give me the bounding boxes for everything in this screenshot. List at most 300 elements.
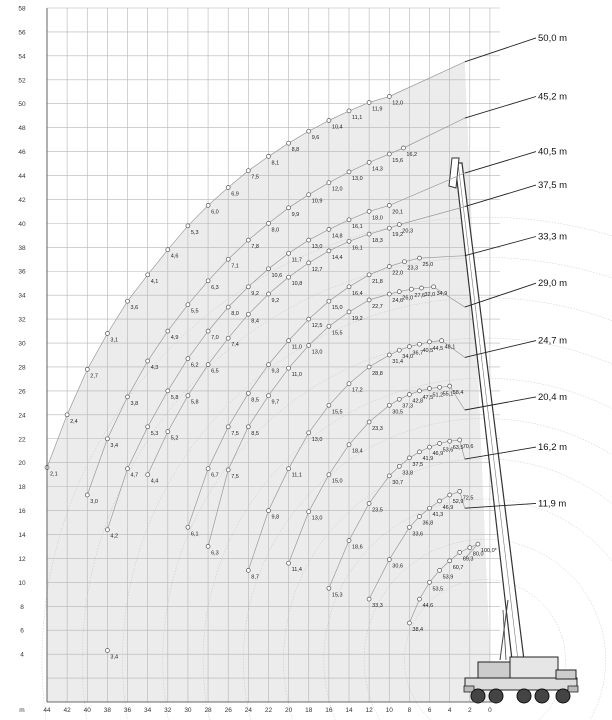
y-tick-label: 50	[18, 101, 26, 109]
load-point	[458, 489, 462, 493]
load-value-label: 14,4	[331, 254, 343, 261]
load-value-label: 6,1	[190, 531, 199, 538]
load-point	[407, 525, 411, 529]
load-value-label: 15,0	[331, 305, 343, 312]
y-tick-label: 58	[18, 5, 26, 13]
load-point	[307, 129, 311, 133]
load-value-label: 17,2	[352, 387, 363, 394]
load-value-label: 7,5	[251, 174, 259, 181]
load-point	[267, 154, 271, 158]
load-point	[146, 273, 150, 277]
load-value-label: 4,7	[130, 472, 139, 479]
load-point	[307, 261, 311, 265]
load-point	[387, 265, 391, 269]
load-point	[287, 339, 291, 343]
load-value-label: 11,4	[291, 567, 302, 574]
load-point	[287, 141, 291, 145]
load-value-label: 34,0	[402, 354, 414, 361]
operator-cab	[478, 662, 512, 678]
load-point	[347, 218, 351, 222]
load-point	[307, 431, 311, 435]
y-tick-label: 12	[18, 555, 26, 563]
load-value-label: 46,9	[442, 505, 454, 511]
x-tick-label: 28	[204, 707, 212, 714]
load-point	[126, 467, 130, 471]
load-point	[327, 403, 331, 407]
load-point	[418, 256, 422, 260]
load-value-label: 8,7	[251, 574, 259, 581]
load-point	[206, 544, 210, 548]
load-value-label: 8,4	[251, 318, 259, 325]
load-value-label: 19,2	[352, 315, 363, 322]
load-value-label: 20,3	[402, 228, 414, 235]
load-value-label: 7,0	[211, 335, 219, 342]
load-point	[105, 437, 109, 441]
y-tick-label: 40	[18, 220, 26, 228]
y-tick-label: 52	[18, 77, 26, 85]
load-value-label: 12,5	[311, 323, 323, 330]
wheel-1	[471, 689, 485, 703]
load-point	[146, 359, 150, 363]
load-value-label: 6,9	[231, 191, 239, 198]
load-point	[206, 363, 210, 367]
load-point	[327, 181, 331, 185]
load-point	[246, 238, 250, 242]
x-tick-label: 16	[325, 707, 333, 714]
load-point	[367, 232, 371, 236]
load-point	[307, 238, 311, 242]
load-value-label: 15,5	[331, 330, 343, 337]
load-point	[186, 224, 190, 228]
load-point	[105, 332, 109, 336]
load-point	[287, 206, 291, 210]
load-point	[327, 249, 331, 253]
load-value-label: 2,1	[50, 471, 58, 478]
load-point	[448, 493, 452, 497]
load-value-label: 33,6	[412, 531, 424, 538]
load-point	[327, 227, 331, 231]
load-point	[267, 267, 271, 271]
load-value-label: 18,0	[372, 215, 383, 222]
load-point	[402, 260, 406, 264]
y-tick-label: 14	[18, 531, 26, 539]
load-point	[407, 393, 411, 397]
load-point	[287, 251, 291, 255]
load-value-label: 7,5	[231, 473, 239, 480]
load-value-label: 15,5	[331, 409, 343, 416]
load-value-label: 16,4	[352, 290, 363, 297]
load-value-label: 33,8	[402, 470, 414, 477]
load-point	[418, 450, 422, 454]
load-point	[206, 467, 210, 471]
load-point	[387, 203, 391, 207]
load-value-label: 10,9	[311, 198, 323, 205]
load-point	[206, 203, 210, 207]
load-value-label: 52,9	[452, 499, 464, 505]
load-value-label: 80,0	[472, 551, 484, 558]
y-tick-label: 18	[18, 484, 26, 492]
y-tick-label: 8	[20, 603, 24, 611]
x-tick-label: 24	[244, 707, 252, 714]
y-tick-label: 22	[18, 436, 26, 444]
boom-length-label: 11,9 m	[538, 498, 567, 510]
load-point	[166, 248, 170, 252]
load-value-label: 53,6	[442, 447, 454, 454]
load-point	[438, 385, 442, 389]
load-value-label: 9,2	[251, 290, 259, 297]
load-point	[267, 221, 271, 225]
y-tick-label: 4	[20, 651, 24, 659]
load-value-label: 4,6	[170, 253, 179, 260]
outrigger-front	[568, 686, 578, 692]
load-point	[448, 559, 452, 563]
load-value-label: 2,4	[70, 418, 78, 425]
load-value-label: 63,5	[452, 445, 464, 452]
x-tick-label: 42	[63, 707, 71, 714]
y-tick-label: 42	[18, 196, 26, 204]
load-point	[367, 273, 371, 277]
y-tick-label: 20	[18, 460, 26, 468]
load-point	[246, 312, 250, 316]
load-value-label: 8,8	[291, 147, 300, 154]
load-value-label: 55,1	[442, 391, 454, 398]
load-value-label: 36,7	[412, 350, 424, 357]
y-tick-label: 48	[18, 125, 26, 133]
load-value-label: 13,0	[311, 349, 323, 356]
x-tick-label: 36	[123, 707, 132, 714]
y-tick-label: 26	[18, 388, 26, 396]
load-point	[166, 389, 170, 393]
load-point	[186, 394, 190, 398]
load-point	[428, 506, 432, 510]
x-tick-label: 18	[305, 707, 313, 714]
load-point	[287, 467, 291, 471]
x-axis-unit-label: m	[19, 707, 25, 714]
load-value-label: 16,2	[406, 152, 418, 158]
boom-length-label: 33,3 m	[538, 231, 568, 243]
boom-length-label: 50,0 m	[538, 32, 568, 44]
load-point	[387, 558, 391, 562]
load-point	[347, 310, 351, 314]
y-tick-label: 32	[18, 316, 26, 324]
load-value-label: 58,4	[452, 390, 464, 397]
x-tick-label: 6	[427, 707, 432, 714]
load-value-label: 41,3	[432, 512, 444, 519]
load-point	[367, 160, 371, 164]
load-point	[476, 542, 480, 546]
load-point	[287, 275, 291, 279]
load-value-label: 23,3	[407, 265, 419, 272]
load-value-label: 27,6	[414, 293, 426, 300]
load-value-label: 8,5	[251, 397, 259, 404]
load-value-label: 53,9	[442, 574, 454, 581]
load-point	[226, 257, 230, 261]
load-point	[347, 382, 351, 386]
x-tick-label: 12	[365, 707, 373, 714]
load-value-label: 4,9	[170, 335, 179, 342]
load-point	[367, 501, 371, 505]
load-value-label: 46,9	[432, 451, 444, 458]
load-point	[397, 223, 401, 227]
load-point	[307, 317, 311, 321]
y-tick-label: 24	[18, 412, 26, 420]
load-point	[246, 425, 250, 429]
y-tick-label: 46	[18, 149, 26, 157]
load-point	[397, 290, 401, 294]
load-point	[440, 339, 444, 343]
load-value-label: 3,1	[110, 337, 119, 344]
load-value-label: 40,5	[422, 348, 434, 355]
load-point	[327, 119, 331, 123]
load-value-label: 4,3	[150, 365, 159, 371]
load-value-label: 15,0	[331, 478, 343, 485]
load-value-label: 3,4	[110, 442, 119, 449]
load-point	[267, 292, 271, 296]
load-point	[267, 509, 271, 513]
load-value-label: 12,7	[311, 266, 323, 273]
x-tick-label: 22	[264, 707, 273, 714]
load-value-label: 70,6	[462, 444, 474, 450]
load-point	[468, 546, 472, 550]
load-point	[347, 443, 351, 447]
load-value-label: 72,5	[462, 495, 474, 502]
load-value-label: 32,0	[424, 292, 436, 298]
boom-length-label: 16,2 m	[538, 442, 568, 454]
x-tick-label: 26	[224, 707, 232, 714]
load-value-label: 60,7	[452, 564, 464, 571]
load-value-label: 8,0	[231, 311, 239, 318]
boom-length-label: 40,5 m	[538, 146, 568, 158]
load-value-label: 3,4	[110, 654, 119, 661]
load-point	[458, 550, 462, 554]
load-point	[246, 568, 250, 572]
x-tick-label: 20	[284, 707, 293, 714]
load-value-label: 7,8	[251, 244, 259, 251]
boom-length-label: 45,2 m	[538, 91, 568, 103]
load-value-label: 3,0	[90, 499, 98, 505]
load-value-label: 13,0	[352, 175, 363, 182]
load-point	[418, 389, 422, 393]
load-value-label: 26,0	[402, 295, 414, 302]
load-value-label: 47,5	[422, 394, 434, 401]
load-value-label: 36,8	[422, 520, 434, 527]
y-tick-label: 10	[18, 579, 26, 587]
load-point	[105, 528, 109, 532]
superstructure	[510, 657, 558, 678]
boom-length-label: 37,5 m	[538, 180, 568, 192]
load-value-label: 16,1	[352, 245, 363, 252]
load-value-label: 12,0	[392, 100, 404, 107]
load-point	[307, 343, 311, 347]
load-value-label: 18,6	[352, 544, 363, 551]
load-point	[206, 329, 210, 333]
load-point	[146, 425, 150, 429]
load-point	[246, 391, 250, 395]
load-point	[347, 109, 351, 113]
load-value-label: 12,0	[331, 186, 343, 193]
x-tick-label: 14	[345, 707, 353, 714]
load-point	[65, 413, 69, 417]
x-tick-label: 44	[43, 707, 51, 714]
x-tick-label: 8	[407, 707, 412, 714]
x-tick-label: 34	[144, 707, 152, 714]
load-point	[418, 597, 422, 601]
load-value-label: 21,8	[372, 278, 383, 285]
load-value-label: 38,4	[412, 627, 424, 633]
load-point	[458, 438, 462, 442]
load-point	[226, 305, 230, 309]
load-point	[246, 285, 250, 289]
y-tick-label: 54	[18, 53, 26, 61]
load-point	[418, 342, 422, 346]
load-point	[387, 95, 391, 99]
load-value-label: 31,4	[392, 359, 404, 365]
load-value-label: 53,5	[432, 586, 444, 593]
load-value-label: 9,9	[291, 211, 300, 218]
load-value-label: 69,3	[462, 556, 474, 563]
load-value-label: 16,1	[352, 223, 363, 230]
load-point	[267, 363, 271, 367]
x-tick-label: 0	[488, 707, 492, 714]
boom-length-label: 29,0 m	[538, 278, 568, 290]
load-point	[226, 186, 230, 190]
load-point	[428, 580, 432, 584]
load-value-label: 28,8	[372, 371, 383, 377]
load-point	[367, 209, 371, 213]
load-value-label: 18,3	[372, 238, 383, 245]
load-value-label: 11,0	[291, 344, 302, 351]
load-point	[307, 193, 311, 197]
wheel-2	[489, 689, 503, 703]
x-tick-label: 40	[83, 707, 91, 714]
load-point	[226, 425, 230, 429]
load-value-label: 11,7	[291, 257, 302, 264]
load-value-label: 42,8	[412, 398, 424, 405]
load-point	[85, 493, 89, 497]
load-point	[397, 397, 401, 401]
load-value-label: 5,8	[190, 399, 199, 406]
load-point	[387, 353, 391, 357]
load-point	[367, 298, 371, 302]
load-point	[387, 152, 391, 156]
load-value-label: 30,5	[392, 409, 404, 416]
load-value-label: 6,0	[211, 209, 219, 216]
load-point	[420, 286, 424, 290]
load-value-label: 2,7	[90, 373, 98, 380]
load-value-label: 9,3	[271, 368, 280, 375]
load-point	[146, 473, 150, 477]
load-value-label: 14,3	[372, 166, 383, 173]
x-tick-label: 32	[164, 707, 172, 714]
load-point	[347, 285, 351, 289]
load-value-label: 37,5	[412, 461, 424, 468]
load-point	[428, 387, 432, 391]
load-value-label: 9,6	[311, 135, 320, 142]
load-point	[367, 597, 371, 601]
load-point	[418, 515, 422, 519]
load-value-label: 7,1	[231, 263, 239, 270]
y-tick-label: 36	[18, 268, 26, 276]
y-tick-label: 34	[18, 292, 26, 300]
load-point	[397, 464, 401, 468]
load-point	[126, 395, 130, 399]
load-point	[438, 442, 442, 446]
load-value-label: 44,6	[422, 603, 434, 610]
load-value-label: 37,3	[402, 403, 414, 410]
load-point	[347, 170, 351, 174]
load-value-label: 5,8	[170, 394, 179, 401]
load-value-label: 30,6	[392, 563, 404, 570]
load-point	[387, 403, 391, 407]
load-value-label: 3,6	[130, 305, 139, 312]
load-value-label: 6,7	[211, 472, 219, 479]
load-value-label: 30,7	[392, 479, 404, 486]
load-point	[307, 510, 311, 514]
load-value-label: 44,5	[432, 345, 444, 352]
load-point	[347, 539, 351, 543]
y-tick-label: 44	[18, 173, 26, 181]
load-point	[347, 239, 351, 243]
load-value-label: 5,3	[150, 430, 159, 437]
load-value-label: 9,7	[271, 399, 280, 406]
load-value-label: 18,4	[352, 448, 363, 455]
load-value-label: 13,0	[311, 515, 323, 522]
load-point	[438, 568, 442, 572]
load-value-label: 100,0*	[480, 548, 497, 555]
y-tick-label: 28	[18, 364, 26, 372]
wheel-4	[535, 689, 549, 703]
load-point	[287, 366, 291, 370]
x-tick-label: 38	[103, 707, 112, 714]
load-point	[428, 340, 432, 344]
load-value-label: 24,6	[392, 298, 404, 304]
load-value-label: 7,5	[231, 430, 239, 437]
load-point	[367, 101, 371, 105]
load-value-label: 23,3	[372, 426, 383, 432]
load-value-label: 6,3	[211, 550, 219, 557]
load-value-label: 4,2	[110, 533, 119, 540]
load-value-label: 6,3	[211, 284, 219, 291]
load-value-label: 6,5	[211, 368, 219, 375]
load-point	[327, 586, 331, 590]
load-value-label: 20,1	[392, 209, 404, 216]
load-point	[387, 226, 391, 230]
boom-length-label: 24,7 m	[538, 335, 568, 347]
load-value-label: 22,0	[392, 270, 404, 277]
load-point	[407, 621, 411, 625]
load-point	[186, 357, 190, 361]
load-point	[432, 285, 436, 289]
load-value-label: 15,3	[331, 592, 343, 599]
load-point	[186, 525, 190, 529]
load-value-label: 13,0	[311, 244, 323, 251]
load-point	[401, 146, 405, 150]
load-value-label: 34,9	[436, 290, 448, 297]
load-value-label: 11,0	[291, 372, 302, 379]
load-value-label: 10,8	[291, 281, 303, 288]
load-point	[448, 384, 452, 388]
load-point	[387, 292, 391, 296]
load-value-label: 9,2	[271, 298, 280, 304]
load-point	[428, 445, 432, 449]
load-point	[327, 299, 331, 303]
load-point	[287, 561, 291, 565]
y-tick-label: 30	[18, 340, 26, 348]
load-value-label: 14,8	[331, 233, 343, 240]
load-point	[407, 456, 411, 460]
load-value-label: 5,5	[190, 308, 199, 315]
load-value-label: 5,3	[190, 229, 199, 236]
